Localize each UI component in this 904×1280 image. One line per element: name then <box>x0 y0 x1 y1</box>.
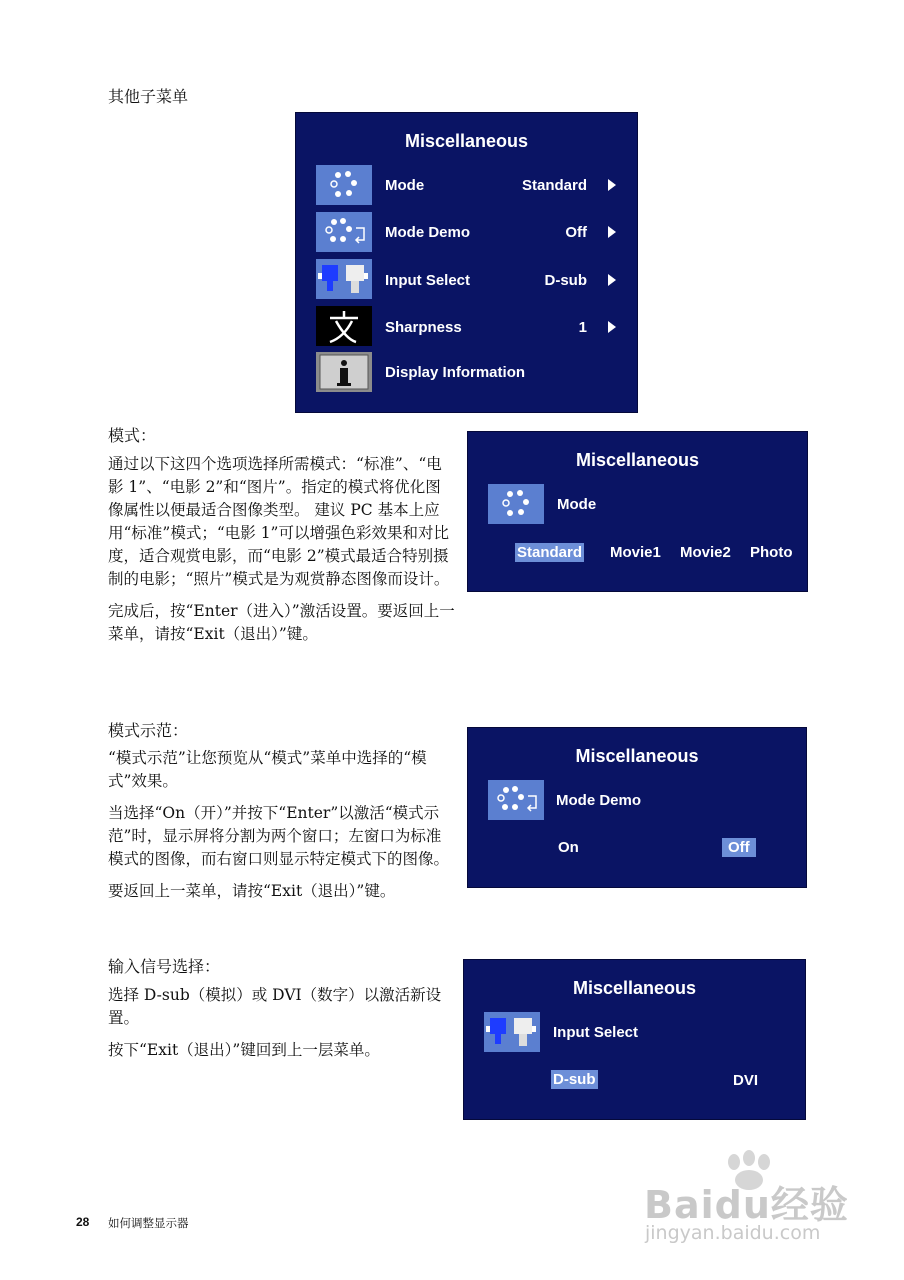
miscellaneous-main-menu <box>295 112 638 413</box>
panel-title: Miscellaneous <box>575 450 700 470</box>
menu-value-sharpness: 1 <box>578 319 587 336</box>
panel-label: Input Select <box>553 1024 639 1041</box>
option-d-sub[interactable]: D-sub <box>553 1071 596 1088</box>
option-dvi[interactable]: DVI <box>733 1072 759 1089</box>
input-select-icon <box>316 259 372 299</box>
option-photo[interactable]: Photo <box>750 544 793 561</box>
mode-demo-icon <box>316 212 372 252</box>
section-body-mode <box>108 453 456 655</box>
mode-demo-panel <box>467 727 807 888</box>
page-heading: 其他子菜单 <box>108 87 189 106</box>
paragraph: 按下“Exit（退出）”键回到上一层菜单。 <box>108 1041 380 1059</box>
sharpness-icon <box>316 306 372 346</box>
section-body-mode-demo <box>108 747 456 912</box>
panel-label: Mode <box>557 496 597 513</box>
paragraph: 要返回上一菜单，请按“Exit（退出）”键。 <box>108 882 396 900</box>
menu-title: Miscellaneous <box>404 131 529 151</box>
chevron-right-icon <box>608 274 616 286</box>
menu-value-mode: Standard <box>521 177 587 194</box>
paragraph: 选择 D-sub（模拟）或 DVI（数字）以激活新设置。 <box>108 986 442 1027</box>
input-select-icon <box>484 1012 540 1052</box>
mode-dots-icon <box>316 165 372 205</box>
watermark-url: jingyan.baidu.com <box>645 1222 821 1244</box>
section-heading-mode-demo: 模式示范： <box>108 721 189 740</box>
mode-demo-icon <box>488 780 544 820</box>
watermark-brand: Baidu经验 <box>644 1183 849 1227</box>
menu-value-input-select: D-sub <box>544 272 587 289</box>
paragraph: 通过以下这四个选项选择所需模式：“标准”、“电影 1”、“电影 2”和“图片”。指定的模式将优化图像属性以便最适合图像类型。 建议 PC 基本上应用“标准”模式；“电影 1”可以增强色彩效果和对比度，适合观赏电影，而“电影 2”模式最适合特别摄制的电影；“照片”模式是为观赏静态图像而设计。 <box>108 455 450 588</box>
panel-title: Miscellaneous <box>575 746 699 766</box>
mode-panel <box>467 431 808 592</box>
option-on[interactable]: On <box>558 839 579 856</box>
option-movie1[interactable]: Movie1 <box>610 544 661 561</box>
menu-item-sharpness[interactable]: Sharpness <box>385 319 462 336</box>
menu-item-input-select[interactable]: Input Select <box>385 272 471 289</box>
section-heading-mode: 模式： <box>108 426 157 445</box>
page-number: 28 <box>76 1215 90 1229</box>
option-standard[interactable]: Standard <box>517 544 583 561</box>
section-heading-input-select: 输入信号选择： <box>108 957 221 976</box>
input-select-panel <box>463 959 806 1120</box>
panel-title: Miscellaneous <box>572 978 697 998</box>
option-off[interactable]: Off <box>722 838 756 857</box>
chevron-right-icon <box>608 179 616 191</box>
chevron-right-icon <box>608 321 616 333</box>
info-icon <box>316 352 372 392</box>
menu-item-mode-demo[interactable]: Mode Demo <box>385 224 471 241</box>
panel-label: Mode Demo <box>556 792 642 809</box>
menu-item-display-information[interactable]: Display Information <box>385 364 526 381</box>
chevron-right-icon <box>608 226 616 238</box>
option-movie2[interactable]: Movie2 <box>680 544 731 561</box>
paragraph: 完成后，按“Enter（进入）”激活设置。要返回上一菜单，请按“Exit（退出）”键。 <box>108 602 455 643</box>
paragraph: 当选择“On（开）”并按下“Enter”以激活“模式示范”时，显示屏将分割为两个窗口；左窗口为标准模式的图像，而右窗口则显示特定模式下的图像。 <box>108 804 450 868</box>
paragraph: “模式示范”让您预览从“模式”菜单中选择的“模式”效果。 <box>108 749 427 790</box>
menu-item-mode[interactable]: Mode <box>385 177 425 194</box>
mode-dots-icon <box>488 484 544 524</box>
section-body-input-select <box>108 984 456 1071</box>
footer-text: 如何调整显示器 <box>108 1216 189 1230</box>
menu-value-mode-demo: Off <box>565 224 587 241</box>
